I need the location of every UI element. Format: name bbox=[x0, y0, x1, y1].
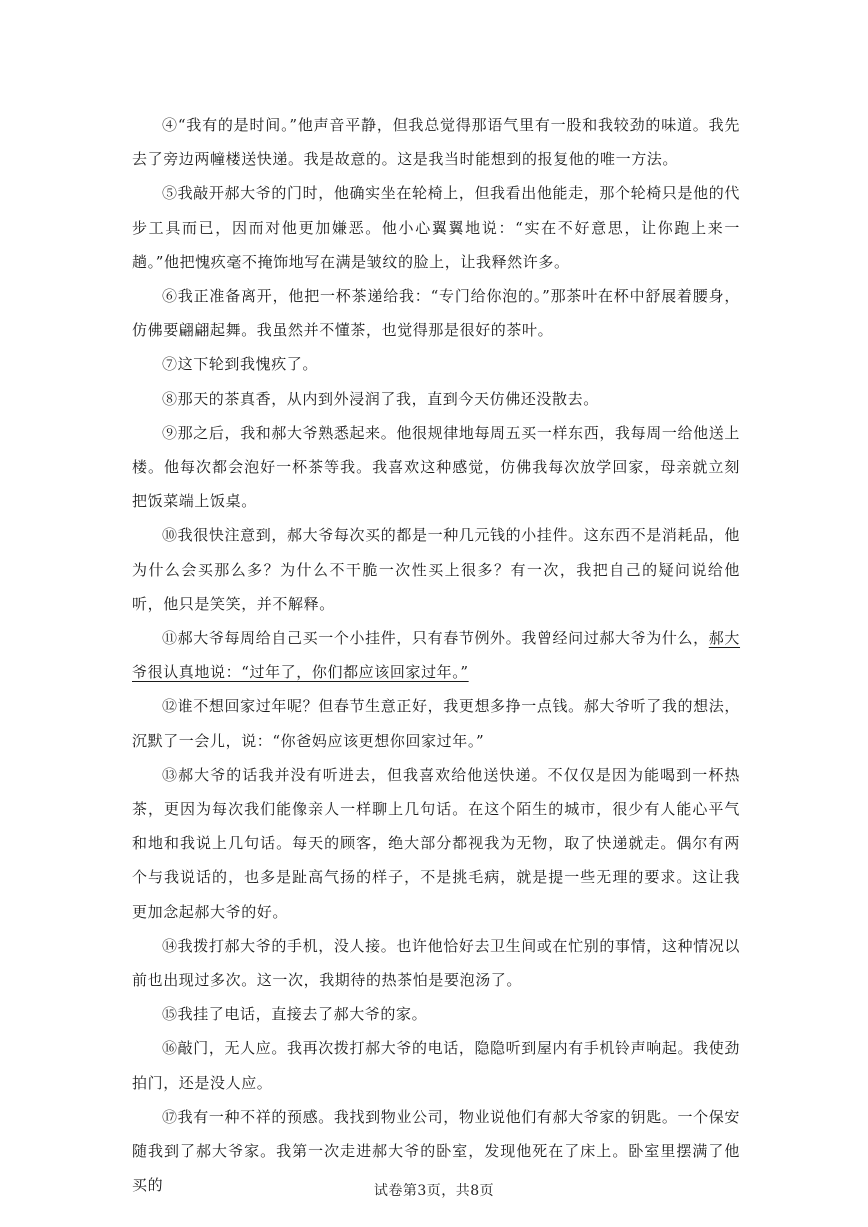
paragraph-8 bbox=[132, 382, 740, 416]
paragraph-text: 敲门，无人应。我再次拨打郝大爷的电话，隐隐听到屋内有手机铃声响起。我使劲拍门，还是没人应。 bbox=[132, 1039, 740, 1092]
reading-passage bbox=[132, 108, 740, 1203]
paragraph-13 bbox=[132, 758, 740, 929]
paragraph-number: ⑦ bbox=[162, 355, 178, 374]
paragraph-text: 我正准备离开，他把一杯茶递给我：“专门给你泡的。”那茶叶在杯中舒展着腰身，仿佛要翩翩起舞。我虽然并不懂茶，也觉得那是很好的茶叶。 bbox=[132, 287, 740, 340]
paragraph-15 bbox=[132, 997, 740, 1031]
paragraph-text: 我很快注意到，郝大爷每次买的都是一种几元钱的小挂件。这东西不是消耗品，他为什么会买那么多？为什么不干脆一次性买上很多？有一次，我把自己的疑问说给他听，他只是笑笑，并不解释。 bbox=[132, 526, 740, 613]
paragraph-text: 那之后，我和郝大爷熟悉起来。他很规律地每周五买一样东西，我每周一给他送上楼。他每次都会泡好一杯茶等我。我喜欢这种感觉，仿佛我每次放学回家，母亲就立刻把饭菜端上饭桌。 bbox=[132, 423, 740, 511]
paragraph-number: ⑤ bbox=[162, 184, 178, 203]
paragraph-text: 我敲开郝大爷的门时，他确实坐在轮椅上，但我看出他能走，那个轮椅只是他的代步工具而已，因而对他更加嫌恶。他小心翼翼地说：“实在不好意思，让你跑上来一趟。”他把愧疚毫不掩饰地写在满是皱纹的脸上，让我释然许多。 bbox=[132, 184, 740, 271]
paragraph-6 bbox=[132, 279, 740, 347]
paragraph-5 bbox=[132, 176, 740, 279]
paragraph-12 bbox=[132, 689, 740, 757]
paragraph-text: 郝大爷每周给自己买一个小挂件，只有春节例外。我曾经问过郝大爷为什么， bbox=[177, 629, 709, 648]
paragraph-10 bbox=[132, 518, 740, 621]
paragraph-number: ⑯ bbox=[162, 1039, 178, 1058]
paragraph-text: 我拨打郝大爷的手机，没人接。也许他恰好去卫生间或在忙别的事情，这种情况以前也出现过多次。这一次，我期待的热茶怕是要泡汤了。 bbox=[132, 936, 740, 990]
paragraph-number: ⑰ bbox=[162, 1107, 178, 1126]
page-number-label: 试卷第3页，共8页 bbox=[373, 1183, 495, 1199]
paragraph-text: 这下轮到我愧疚了。 bbox=[177, 355, 319, 374]
paragraph-text: 郝大爷的话我并没有听进去，但我喜欢给他送快递。不仅仅是因为能喝到一杯热茶，更因为每次我们能像亲人一样聊上几句话。在这个陌生的城市，很少有人能心平气和地和我说上几句话。每天的顾客，绝大部分都视我为无物，取了快递就走。偶尔有两个与我说话的，也多是趾高气扬的样子，不是挑毛病，就是提一些无理的要求。这让我更加念起郝大爷的好。 bbox=[132, 765, 740, 921]
paragraph-14 bbox=[132, 929, 740, 997]
paragraph-4 bbox=[132, 108, 740, 176]
paragraph-number: ⑥ bbox=[162, 287, 178, 306]
paragraph-text: 我挂了电话，直接去了郝大爷的家。 bbox=[177, 1005, 428, 1024]
paragraph-number: ⑩ bbox=[162, 526, 178, 545]
paragraph-number: ⑫ bbox=[162, 697, 178, 716]
paragraph-text: 谁不想回家过年呢？但春节生意正好，我更想多挣一点钱。郝大爷听了我的想法，沉默了一会儿，说：“你爸妈应该更想你回家过年。” bbox=[132, 697, 740, 750]
paragraph-11 bbox=[132, 621, 740, 689]
paragraph-number: ⑨ bbox=[162, 423, 178, 442]
paragraph-number: ⑭ bbox=[162, 936, 178, 955]
underlined-sentence: 郝大爷很认真地说：“过年了，你们都应该回家过年。” bbox=[132, 629, 741, 682]
paragraph-16 bbox=[132, 1031, 740, 1099]
paragraph-text: “我有的是时间。”他声音平静，但我总觉得那语气里有一股和我较劲的味道。我先去了旁边两幢楼送快递。我是故意的。这是我当时能想到的报复他的唯一方法。 bbox=[132, 116, 740, 169]
paragraph-9 bbox=[132, 416, 740, 519]
paragraph-text: 那天的茶真香，从内到外浸润了我，直到今天仿佛还没散去。 bbox=[177, 389, 599, 408]
paragraph-number: ⑧ bbox=[162, 389, 178, 408]
paragraph-7 bbox=[132, 347, 740, 381]
paragraph-number: ⑬ bbox=[162, 765, 179, 784]
page-footer bbox=[0, 1181, 868, 1201]
paragraph-number: ⑪ bbox=[162, 629, 178, 648]
paragraph-number: ⑮ bbox=[162, 1005, 178, 1024]
paragraph-number: ④ bbox=[162, 116, 178, 134]
paragraph-text: 我有一种不祥的预感。我找到物业公司，物业说他们有郝大爷家的钥匙。一个保安随我到了郝大爷家。我第一次走进郝大爷的卧室，发现他死在了床上。卧室里摆满了他买的 bbox=[132, 1107, 740, 1195]
